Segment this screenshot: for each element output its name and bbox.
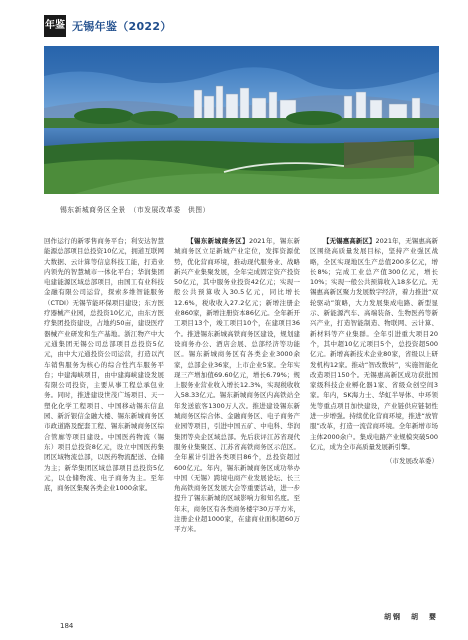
column1-paragraph: 回作运行的新零售商务平台；利安达智慧能源总部项目总投资10亿元，拥道互联网大数据、云计算等信息科技工能，打造业内领先的智慧城市一体化平台；华润集团电建能源区域总部项目，由国工有业科技金融有限公司运营，探索多维智能服务（CTDI）无锡节能环保项目建设；东方医疗器械产业园，总投资10亿元，由东方医疗集团投资建设，占地约50亩，建设医疗器械产业研发和生产基地。浙江物产中大元通集团无锡公司总部项目总投资5亿元，由中大元通投资公司运营，打造以汽车销售服务为核心的综合性汽车服务平台；中建海峡项目，由中建海峡建设发展有限公司投资，主要从事工程总承包业务。同时，推进建设世茂广场项目、天一塑化化学工程项目、中国移动锡东信息园、新沂银信金融大楼、锡东新城商务区市政道路及配套工程、锡东新城商务区综合管廊等项目建设。中国医药物流（锡东）项目总投资8亿元，设立中国医药集团区域物流总部，以医药物流配送、仓储为主；新华集团区域总部项目总投资5亿元，以仓储物流、电子商务为主。至年底，商务区集聚各类企业1000余家。 [44, 237, 164, 493]
logo-text: 年鉴 [45, 20, 65, 31]
yearbook-logo-icon [44, 15, 66, 37]
column2-paragraph [174, 236, 300, 535]
source-note: （市发展改革委） [386, 457, 438, 466]
column3-paragraph [310, 236, 438, 452]
section-heading-hightech: 【无锡惠高新区】 [323, 237, 376, 245]
column2-body: 2021年，锡东新城商务区立足新城产业定位，发挥资源优势，优化营商环境，推动现代服务业、战略新兴产业集聚发展，全年完成固定资产投资50亿元，其中服务业投资42亿元；实现一般公共预算收入30.5亿元，同比增长12.6%，税收收入27.2亿元；新增注册企业860家，新增注册资本86亿元。全年新开工项目13个，竣工项目10个，在建项目36个。推进锡东新城高铁商务区建设，规划建设商务办公、酒店会展、总部经济等功能区。锡东新城商务区有各类企业3000余家，总部企业36家，上市企业5家。全年实现三产增加值69.60亿元，增长6.79%；规上服务业营业收入增长12.3%，实现税收收入58.33亿元。锡东新城商务区内高铁站全年发送旅客1300万人次。推进建设锡东新城商务区综合体、金融商务区、电子商务产业园等项目，引进中国五矿、中电科、华润集团等央企区域总部。先后获评江苏省现代服务业集聚区、江苏省高铁商务区示范区。全年累计引进各类项目86个，总投资超过600亿元。年内，锡东新城商务区成功举办中国（无锡）跨境电商产业发展论坛、长三角高铁商务区发展大会等重要活动，进一步提升了锡东新城的区域影响力和知名度。至年末，商务区有各类商务楼宇30万平方米，注册企业超1000家，在建商业面积超60万平方米。 [174, 237, 301, 534]
section-heading-xidong: 【锡东新城商务区】 [187, 237, 250, 245]
header-title: 无锡年鉴（2022） [72, 20, 172, 33]
article-column-1 [44, 236, 164, 493]
photo-caption: 锡东新城商务区全景 （市发展改革委 供图） [60, 206, 210, 214]
page-number: 184 [60, 622, 74, 630]
page-header [44, 14, 172, 38]
city-panorama-photo [44, 46, 439, 194]
column3-body: 2021年，无锡惠高新区围绕高质量发展目标，坚持产业强区战略，全区实现地区生产总值200多亿元，增长8%；完成工业总产值300亿元，增长10%；实现一般公共预算收入18多亿元。无锡惠高新区聚力发展数字经济，着力推进“双轮驱动”策略，大力发展集成电路、新型显示、新能源汽车、高端装备、生物医药等新兴产业，打造智能制造、物联网、云计算、新材料等产业集群。全年引进重大项目20个，其中超10亿元项目5个，总投资超500亿元。新增高新技术企业80家，省级以上研发机构12家。推动“智改数转”，实施智能化改造项目150个。无锡惠高新区成功获批国家级科技企业孵化器1家、省级众创空间3家。年内，SK海力士、华虹半导体、中环领先等重点项目加快建设，产业链供应链韧性进一步增强。持续优化营商环境，推进“放管服”改革，打造一流营商环境。全年新增市场主体2000余户。集成电路产业规模突破500亿元，成为全市高质量发展新引擎。 [310, 237, 439, 451]
article-column-2 [174, 236, 300, 535]
author-names: 胡钢 胡 婴 [384, 613, 438, 621]
article-column-3 [310, 236, 438, 467]
